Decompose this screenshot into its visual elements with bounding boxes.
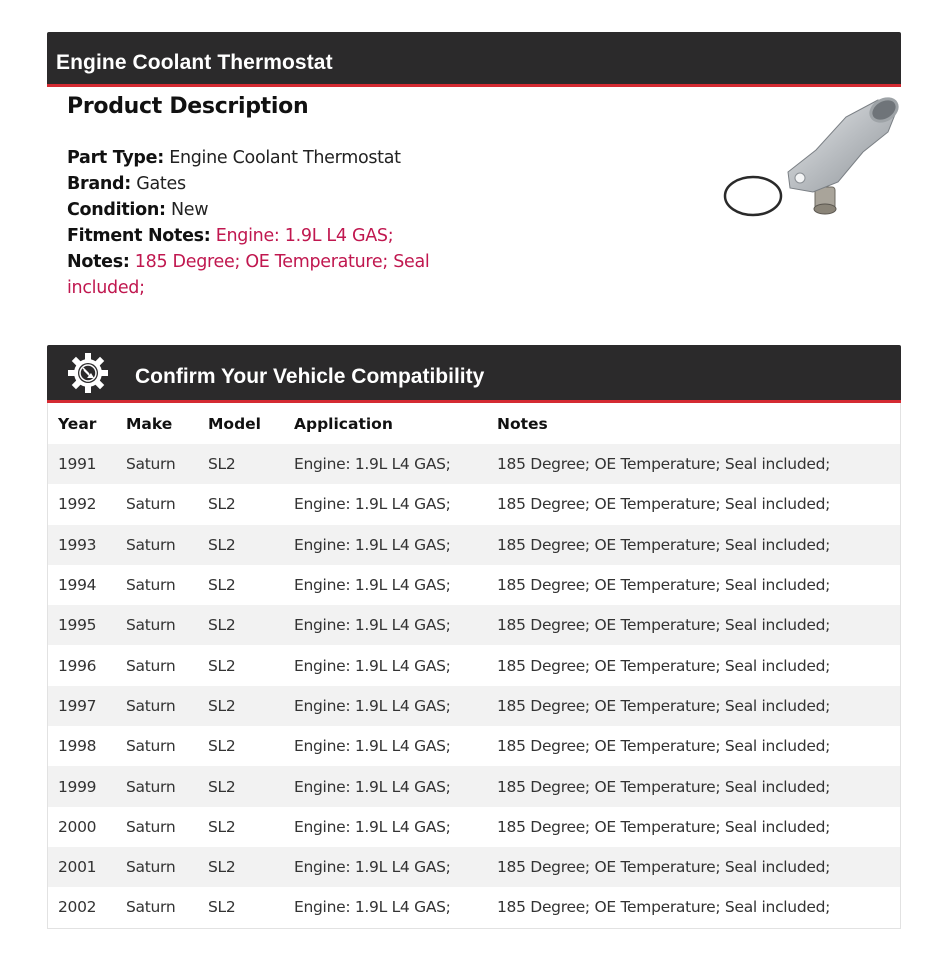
spec-fitment-notes: Fitment Notes: Engine: 1.9L L4 GAS; <box>67 226 394 246</box>
spec-notes: Notes: 185 Degree; OE Temperature; Seal included; <box>67 252 430 298</box>
col-notes: Notes <box>497 414 548 433</box>
table-header-row <box>48 403 900 444</box>
table-row: 1994 Saturn SL2 Engine: 1.9L L4 GAS; 185 Degree; OE Temperature; Seal included; <box>48 565 900 605</box>
table-row: 1995 Saturn SL2 Engine: 1.9L L4 GAS; 185 Degree; OE Temperature; Seal included; <box>48 605 900 645</box>
col-make: Make <box>126 414 173 433</box>
table-row: 1992 Saturn SL2 Engine: 1.9L L4 GAS; 185 Degree; OE Temperature; Seal included; <box>48 484 900 524</box>
spec-condition: Condition: New <box>67 200 209 220</box>
table-row: 1993 Saturn SL2 Engine: 1.9L L4 GAS; 185 Degree; OE Temperature; Seal included; <box>48 525 900 565</box>
product-image <box>718 92 903 227</box>
col-year: Year <box>58 414 97 433</box>
table-row: 1999 Saturn SL2 Engine: 1.9L L4 GAS; 185 Degree; OE Temperature; Seal included; <box>48 766 900 806</box>
product-description <box>67 94 707 301</box>
spec-list <box>67 145 447 301</box>
table-row: 2002 Saturn SL2 Engine: 1.9L L4 GAS; 185 Degree; OE Temperature; Seal included; <box>48 887 900 927</box>
product-title: Engine Coolant Thermostat <box>56 51 333 74</box>
table-row: 1998 Saturn SL2 Engine: 1.9L L4 GAS; 185 Degree; OE Temperature; Seal included; <box>48 726 900 766</box>
table-row: 1991 Saturn SL2 Engine: 1.9L L4 GAS; 185 Degree; OE Temperature; Seal included; <box>48 444 900 484</box>
compatibility-bar <box>47 345 901 403</box>
table-row: 2000 Saturn SL2 Engine: 1.9L L4 GAS; 185 Degree; OE Temperature; Seal included; <box>48 807 900 847</box>
spec-brand: Brand: Gates <box>67 174 186 194</box>
gear-icon <box>67 352 109 394</box>
table-row: 1997 Saturn SL2 Engine: 1.9L L4 GAS; 185 Degree; OE Temperature; Seal included; <box>48 686 900 726</box>
product-title-bar <box>47 32 901 87</box>
col-application: Application <box>294 414 393 433</box>
compatibility-title: Confirm Your Vehicle Compatibility <box>135 365 485 388</box>
col-model: Model <box>208 414 261 433</box>
table-row: 2001 Saturn SL2 Engine: 1.9L L4 GAS; 185 Degree; OE Temperature; Seal included; <box>48 847 900 887</box>
compatibility-table <box>47 403 901 929</box>
spec-part-type: Part Type: Engine Coolant Thermostat <box>67 148 401 168</box>
table-row: 1996 Saturn SL2 Engine: 1.9L L4 GAS; 185 Degree; OE Temperature; Seal included; <box>48 645 900 685</box>
product-description-heading: Product Description <box>67 94 309 119</box>
